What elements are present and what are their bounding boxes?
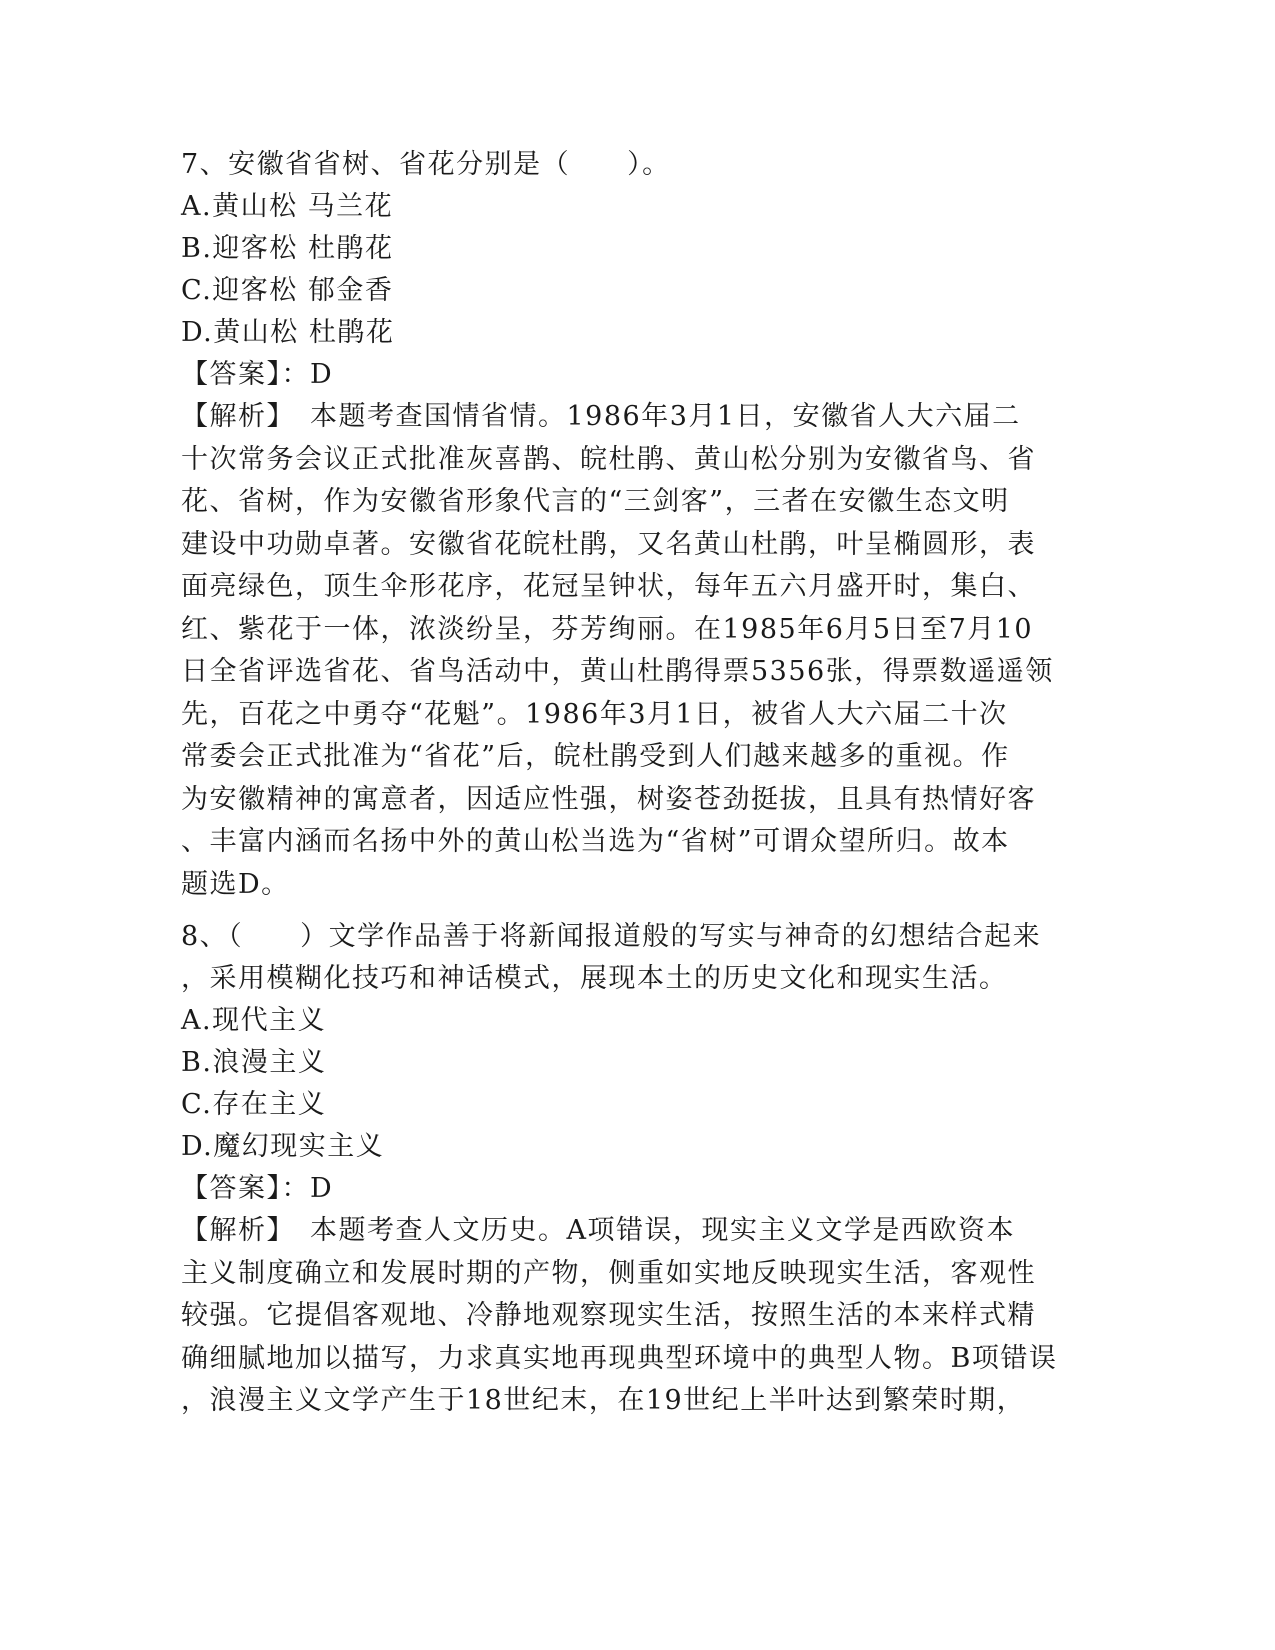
question-stem: 7、安徽省省树、省花分别是（ ）。	[181, 149, 671, 180]
analysis-line: 、丰富内涵而名扬中外的黄山松当选为“省树”可谓众望所归。故本	[181, 826, 1010, 857]
option-c: C.迎客松 郁金香	[181, 275, 394, 306]
analysis-line: 红、紫花于一体，浓淡纷呈，芬芳绚丽。在1985年6月5日至7月10	[181, 613, 1034, 645]
analysis-line: 为安徽精神的寓意者，因适应性强，树姿苍劲挺拔，且具有热情好客	[181, 783, 1036, 815]
question-stem: 8、（ ）文学作品善于将新闻报道般的写实与神奇的幻想结合起来	[181, 921, 1042, 952]
question-stem: ，采用模糊化技巧和神话模式，展现本土的历史文化和现实生活。	[181, 963, 1008, 994]
option-a: A.黄山松 马兰花	[181, 191, 394, 222]
analysis-block	[181, 396, 1081, 906]
analysis-line: 常委会正式批准为“省花”后，皖杜鹃受到人们越来越多的重视。作	[181, 741, 1010, 772]
answer-line: 【答案】：D	[181, 1173, 334, 1204]
option-c: C.存在主义	[181, 1089, 327, 1120]
option-d: D.黄山松 杜鹃花	[181, 317, 395, 348]
analysis-line: 【解析】 本题考查国情省情。1986年3月1日，安徽省人大六届二	[181, 401, 1021, 432]
analysis-line: 建设中功勋卓著。安徽省花皖杜鹃，又名黄山杜鹃，叶呈椭圆形，表	[181, 528, 1036, 560]
document-page	[181, 144, 1081, 1423]
option-b: B.迎客松 杜鹃花	[181, 233, 394, 264]
analysis-line: 主义制度确立和发展时期的产物，侧重如实地反映现实生活，客观性	[181, 1257, 1036, 1289]
analysis-line: 十次常务会议正式批准灰喜鹊、皖杜鹃、黄山松分别为安徽省鸟、省	[181, 443, 1036, 475]
analysis-line: 面亮绿色，顶生伞形花序，花冠呈钟状，每年五六月盛开时，集白、	[181, 571, 1036, 602]
analysis-line: 先，百花之中勇夺“花魁”。1986年3月1日，被省人大六届二十次	[181, 698, 1008, 730]
analysis-line: 较强。它提倡客观地、冷静地观察现实生活，按照生活的本来样式精	[181, 1300, 1036, 1331]
analysis-block	[181, 1210, 1081, 1423]
analysis-line: 日全省评选省花、省鸟活动中，黄山杜鹃得票5356张，得票数遥遥领	[181, 656, 1054, 687]
analysis-line: 花、省树，作为安徽省形象代言的“三剑客”，三者在安徽生态文明	[181, 486, 1010, 517]
analysis-line: 【解析】 本题考查人文历史。A项错误，现实主义文学是西欧资本	[181, 1215, 1015, 1246]
analysis-line: 确细腻地加以描写，力求真实地再现典型环境中的典型人物。B项错误	[181, 1342, 1058, 1374]
answer-line: 【答案】：D	[181, 359, 334, 390]
analysis-line: ，浪漫主义文学产生于18世纪末，在19世纪上半叶达到繁荣时期，	[181, 1385, 1026, 1416]
question-8	[181, 916, 1081, 1423]
analysis-line: 题选D。	[181, 868, 290, 900]
option-a: A.现代主义	[181, 1005, 327, 1036]
option-d: D.魔幻现实主义	[181, 1131, 385, 1162]
option-b: B.浪漫主义	[181, 1047, 327, 1078]
question-7	[181, 144, 1081, 906]
